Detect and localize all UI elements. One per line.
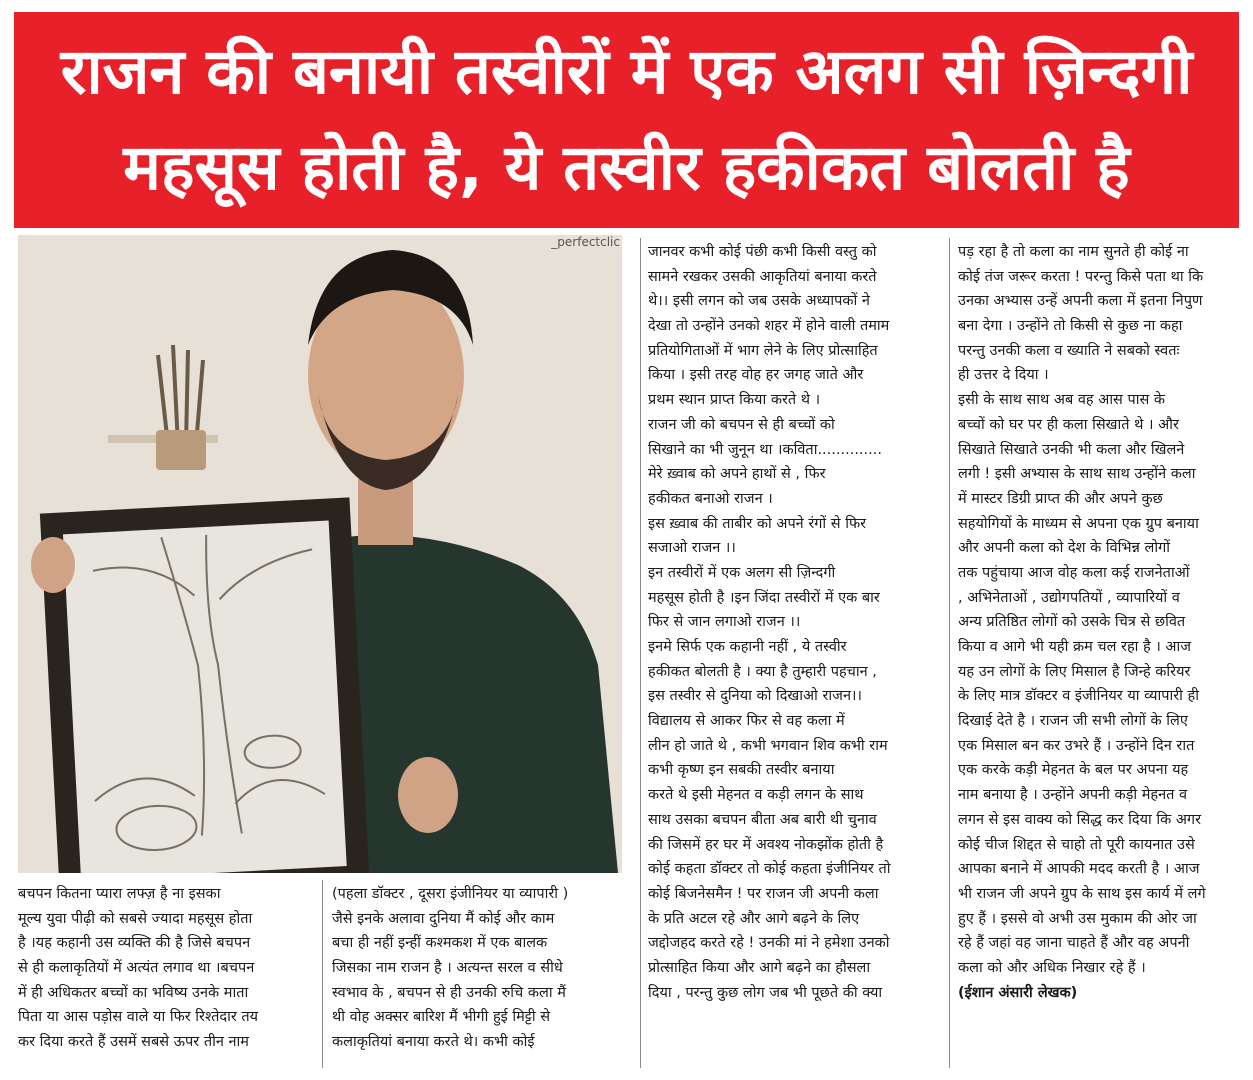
text-line: जानवर कभी कोई पंछी कभी किसी वस्तु को xyxy=(648,244,877,260)
framed-painting xyxy=(40,497,370,873)
photo-credit: _perfectclic xyxy=(551,235,620,249)
text-line: बचपन कितना प्यारा लफ्ज़ है ना इसका xyxy=(18,886,221,902)
article-photo xyxy=(18,235,622,873)
headline-line-1: राजन की बनायी तस्वीरों में एक अलग सी ज़िन्दगी xyxy=(60,35,1193,108)
text-line: हकीकत बनाओ राजन । xyxy=(648,490,773,507)
text-line: मूल्य युवा पीढ़ी को सबसे ज्यादा महसूस होता xyxy=(18,910,253,927)
text-line: बचा ही नहीं इन्हीं कश्मकश में एक बालक xyxy=(332,935,548,952)
text-line: दिखाई देते है । राजन जी सभी लोगों के लिए xyxy=(958,713,1188,730)
article-column-bottom-middle xyxy=(332,882,632,1055)
article-column-bottom-left xyxy=(18,882,316,1055)
headline-banner xyxy=(14,12,1239,228)
text-line: कोई बिजनेसमैन ! पर राजन जी अपनी कला xyxy=(648,885,879,902)
text-line: किया व आगे भी यही क्रम चल रहा है । आज xyxy=(958,639,1192,655)
text-line: सिखाते सिखाते उनकी भी कला और खिलने xyxy=(958,441,1185,458)
column-divider xyxy=(322,880,323,1068)
text-line: बच्चों को घर पर ही कला सिखाते थे । और xyxy=(958,416,1179,433)
text-line: परन्तु उनकी कला व ख्याति ने सबको स्वतः xyxy=(958,342,1180,359)
text-line: भी राजन जी अपने ग्रुप के साथ इस कार्य में लगे xyxy=(958,885,1206,902)
text-line: इस ख़्वाब की ताबीर को अपने रंगों से फिर xyxy=(648,515,867,532)
text-line: महसूस होती है ।इन जिंदा तस्वीरों में एक बार xyxy=(648,589,880,606)
text-line: कोई तंज जरूर करता ! परन्तु किसे पता था कि xyxy=(958,268,1204,285)
text-line: लगन से इस वाक्य को सिद्ध कर दिया कि अगर xyxy=(958,811,1202,828)
text-line: ही उत्तर दे दिया । xyxy=(958,367,1049,384)
text-line: बना देगा । उन्होंने तो किसी से कुछ ना कहा xyxy=(958,318,1183,335)
text-line: देखा तो उन्होंने उनको शहर में होने वाली तमाम xyxy=(648,318,890,335)
text-line: सिखाने का भी जुनून था ।कविता.............. xyxy=(648,441,882,458)
text-line: , अभिनेताओं , उद्योगपतियों , व्यापारियों व xyxy=(958,589,1180,606)
column-divider xyxy=(949,238,950,1068)
text-line: कोई चीज शिद्दत से चाहो तो पूरी कायनात उसे xyxy=(958,836,1195,853)
text-line: (पहला डॉक्टर , दूसरा इंजीनियर या व्यापारी ) xyxy=(332,886,569,902)
text-line: यह उन लोगों के लिए मिसाल है जिन्हे करियर xyxy=(958,663,1191,680)
text-line: पिता या आस पड़ोस वाले या फिर रिश्तेदार तय xyxy=(18,1009,259,1026)
text-line: विद्यालय से आकर फिर से वह कला में xyxy=(648,713,845,730)
column-divider xyxy=(640,238,641,1068)
text-line: पड़ रहा है तो कला का नाम सुनते ही कोई ना xyxy=(958,244,1189,260)
text-line: आपका बनाने में आपकी मदद करती है । आज xyxy=(958,861,1200,878)
text-line: करते थे इसी मेहनत व कड़ी लगन के साथ xyxy=(648,787,864,804)
text-line: नाम बनाया है । उन्होंने अपनी कड़ी मेहनत व xyxy=(958,787,1188,804)
text-line: हकीकत बोलती है । क्या है तुम्हारी पहचान , xyxy=(648,663,877,680)
text-line: इस तस्वीर से दुनिया को दिखाओ राजन।। xyxy=(648,688,862,705)
text-line: लीन हो जाते थे , कभी भगवान शिव कभी राम xyxy=(648,737,888,754)
text-line: कोई कहता डॉक्टर तो कोई कहता इंजीनियर तो xyxy=(648,861,891,878)
text-line: से ही कलाकृतियों में अत्यंत लगाव था ।बचपन xyxy=(18,960,255,977)
text-line: सहयोगियों के माध्यम से अपना एक ग्रुप बनाया xyxy=(958,515,1199,532)
text-line: जैसे इनके अलावा दुनिया मैं कोई और काम xyxy=(332,910,555,927)
text-line: में ही अधिकतर बच्चों का भविष्य उनके माता xyxy=(18,984,249,1001)
text-line: फिर से जान लगाओ राजन ।। xyxy=(648,614,801,631)
text-line: कलाकृतियां बनाया करते थे। कभी कोई xyxy=(332,1034,535,1051)
text-line: मेरे ख़्वाब को अपने हाथों से , फिर xyxy=(648,466,826,483)
text-line: साथ उसका बचपन बीता अब बारी थी चुनाव xyxy=(648,811,877,828)
text-line: प्रोत्साहित किया और आगे बढ़ने का हौसला xyxy=(648,959,871,976)
text-line: अन्य प्रतिष्ठित लोगों को उसके चित्र से छवित xyxy=(958,614,1186,631)
text-line: स्वभाव के , बचपन से ही उनकी रुचि कला मैं xyxy=(332,984,566,1001)
text-line: कला को और अधिक निखार रहे हैं । xyxy=(958,959,1146,976)
text-line: के लिए मात्र डॉक्टर व इंजीनियर या व्यापारी ही xyxy=(958,688,1199,705)
text-line: तक पहुंचाया आज वोह कला कई राजनेताओं xyxy=(958,564,1190,581)
text-line: राजन जी को बचपन से ही बच्चों को xyxy=(648,416,835,433)
text-line: सामने रखकर उसकी आकृतियां बनाया करते xyxy=(648,268,877,285)
text-line: जिसका नाम राजन है । अत्यन्त सरल व सीधे xyxy=(332,960,563,977)
text-line: और अपनी कला को देश के विभिन्न लोगों xyxy=(958,540,1170,557)
text-line: प्रथम स्थान प्राप्त किया करते थे । xyxy=(648,392,821,409)
article-column-right xyxy=(958,240,1246,1005)
text-line: की जिसमें हर घर में अवश्य नोकझोंक होती है xyxy=(648,836,884,853)
author-byline: (ईशान अंसारी लेखक) xyxy=(958,984,1078,1001)
text-line: इन तस्वीरों में एक अलग सी ज़िन्दगी xyxy=(648,564,836,581)
text-line: कर दिया करते हैं उसमें सबसे ऊपर तीन नाम xyxy=(18,1034,249,1051)
text-line: के प्रति अटल रहे और आगे बढ़ने के लिए xyxy=(648,910,860,927)
text-line: थी वोह अक्सर बारिश मैं भीगी हुई मिट्टी से xyxy=(332,1009,551,1026)
artist-with-painting-illustration xyxy=(18,235,622,873)
text-line: दिया , परन्तु कुछ लोग जब भी पूछते की क्या xyxy=(648,984,883,1001)
text-line: कभी कृष्ण इन सबकी तस्वीर बनाया xyxy=(648,762,835,779)
text-line: प्रतियोगिताओं में भाग लेने के लिए प्रोत्साहित xyxy=(648,342,878,359)
article-column-middle xyxy=(648,240,942,1005)
text-line: एक करके कड़ी मेहनत के बल पर अपना यह xyxy=(958,762,1189,779)
text-line: इसी के साथ साथ अब वह आस पास के xyxy=(958,392,1166,409)
text-line: है ।यह कहानी उस व्यक्ति की है जिसे बचपन xyxy=(18,935,251,952)
text-line: हुए हैं । इससे वो अभी उस मुकाम की ओर जा xyxy=(958,910,1197,927)
headline-line-2: महसूस होती है, ये तस्वीर हकीकत बोलती है xyxy=(123,131,1130,204)
text-line: एक मिसाल बन कर उभरे हैं । उन्होंने दिन रात xyxy=(958,737,1195,754)
text-line: सजाओ राजन ।। xyxy=(648,540,736,557)
text-line: इनमे सिर्फ एक कहानी नहीं , ये तस्वीर xyxy=(648,639,847,655)
text-line: में मास्टर डिग्री प्राप्त की और अपने कुछ xyxy=(958,490,1163,507)
text-line: जद्दोजहद करते रहे ! उनकी मां ने हमेशा उनको xyxy=(648,935,890,952)
text-line: थे।। इसी लगन को जब उसके अध्यापकों ने xyxy=(648,293,870,310)
text-line: किया । इसी तरह वोह हर जगह जाते और xyxy=(648,367,864,384)
top-rule xyxy=(0,0,1253,10)
text-line: उनका अभ्यास उन्हें अपनी कला में इतना निपुण xyxy=(958,293,1203,310)
text-line: लगी ! इसी अभ्यास के साथ साथ उन्होंने कला xyxy=(958,466,1196,483)
text-line: रहे हैं जहां वह जाना चाहते हैं और वह अपनी xyxy=(958,935,1190,952)
